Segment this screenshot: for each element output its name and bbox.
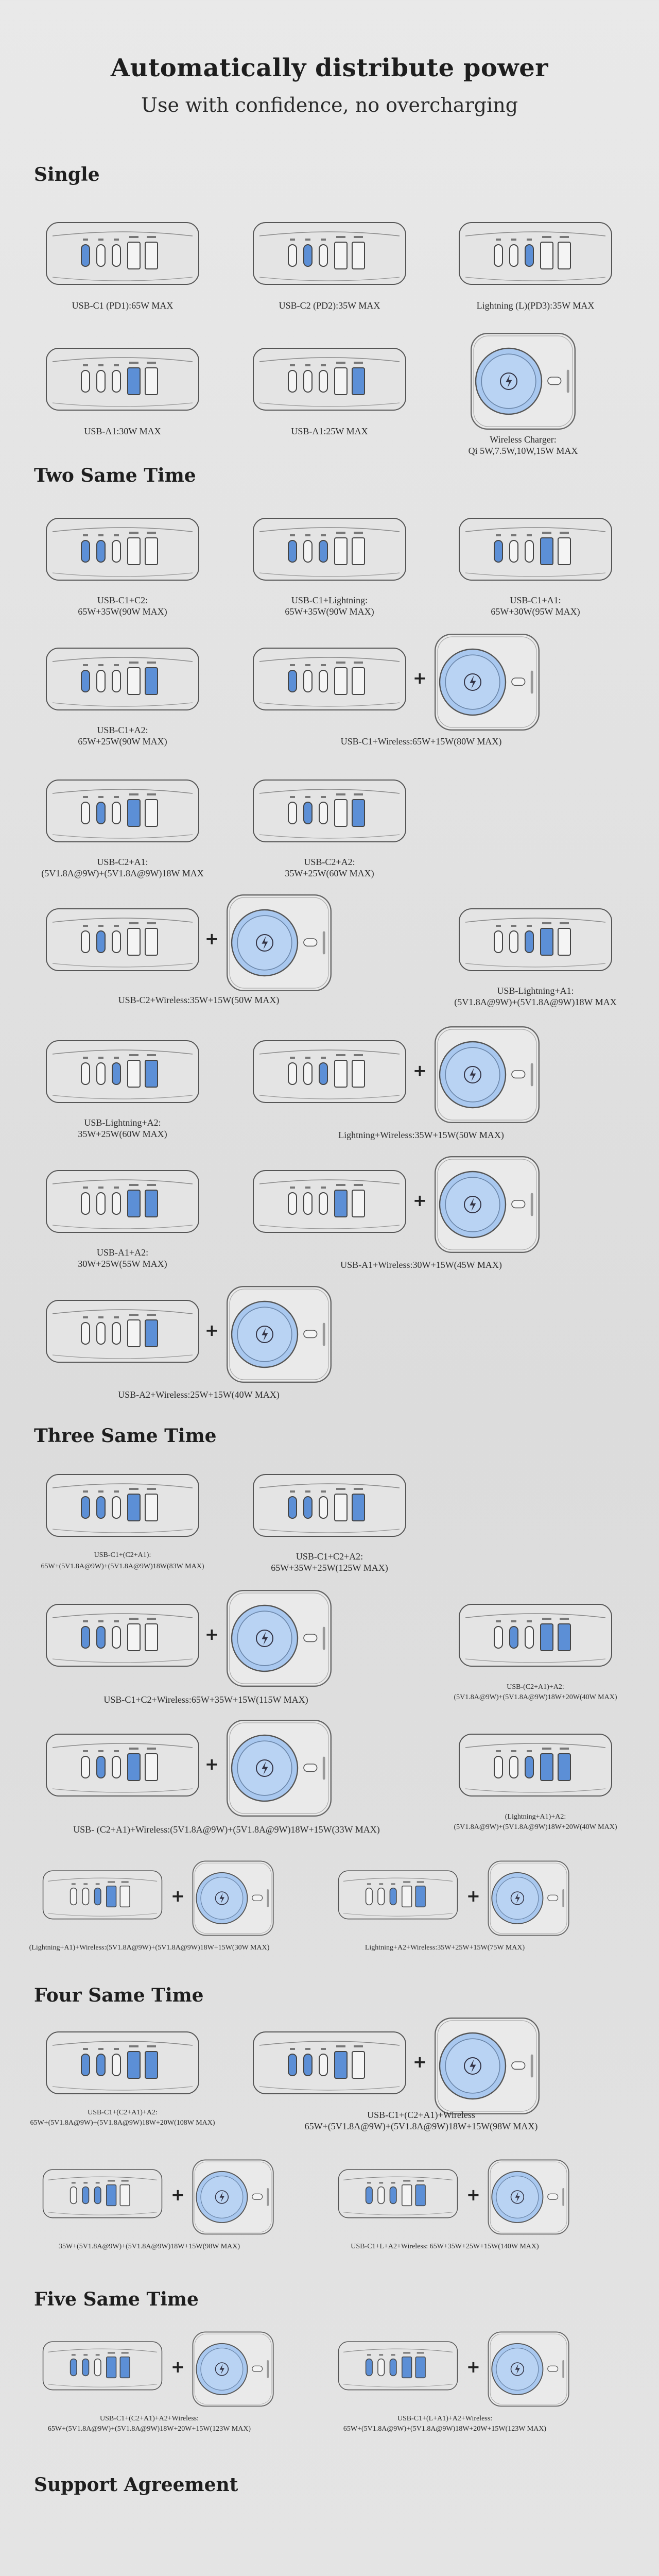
charger-device xyxy=(45,1168,200,1235)
mode-caption: USB-C1+C2+Wireless:65W+35W+15W(115W MAX) xyxy=(103,1694,308,1705)
mode-caption: 35W+25W(60W MAX) xyxy=(285,868,374,878)
port-usb-c2 xyxy=(378,2187,384,2204)
port-usb-c2 xyxy=(510,1626,518,1648)
wireless-charger-device xyxy=(192,2159,274,2235)
port-usb-a1 xyxy=(335,800,347,826)
wireless-charger-device xyxy=(226,1719,333,1818)
charger-device xyxy=(42,1869,163,1921)
charger-device xyxy=(45,2030,200,2097)
mode-caption: 65W+(5V1.8A@9W)+(5V1.8A@9W)18W+20W+15W(123W MAX) xyxy=(343,2425,547,2433)
charger-device xyxy=(45,1298,200,1365)
mode-caption: USB-C1+Lightning: xyxy=(291,595,368,605)
port-lightning xyxy=(112,2054,120,2076)
port-usb-c1 xyxy=(288,670,297,692)
port-usb-a1 xyxy=(128,242,140,269)
port-usb-c2 xyxy=(304,1193,312,1214)
port-lightning xyxy=(390,1888,396,1905)
port-lightning xyxy=(112,370,120,392)
charger-device xyxy=(458,907,613,974)
port-usb-a2 xyxy=(145,928,158,955)
mode-caption: (5V1.8A@9W)+(5V1.8A@9W)18W MAX xyxy=(41,868,204,878)
port-usb-c1 xyxy=(71,2359,77,2376)
mode-caption: USB-C1+C2+A2: xyxy=(296,1551,363,1562)
port-usb-c1 xyxy=(366,2359,372,2376)
port-usb-c2 xyxy=(510,540,518,562)
port-usb-a1 xyxy=(541,928,553,955)
mode-caption: USB-C1+L+A2+Wireless: 65W+35W+25W+15W(140W MAX) xyxy=(351,2243,539,2250)
port-usb-c1 xyxy=(81,245,90,266)
port-lightning xyxy=(94,2187,100,2204)
mode-caption: USB-C1+(C2+A1)+A2: xyxy=(88,2109,158,2116)
port-usb-a1 xyxy=(402,2185,412,2206)
wireless-charger-device xyxy=(226,1589,333,1688)
mode-caption: 65W+(5V1.8A@9W)+(5V1.8A@9W)18W+20W(108W MAX) xyxy=(30,2119,215,2127)
port-lightning xyxy=(112,245,120,266)
port-usb-a2 xyxy=(352,1190,365,1217)
port-usb-c2 xyxy=(97,2054,105,2076)
port-usb-c2 xyxy=(510,931,518,953)
mode-caption: Lightning (L)(PD3):35W MAX xyxy=(476,300,595,311)
mode-caption: (Lightning+A1)+Wireless:(5V1.8A@9W)+(5V1.8A@9W)18W+15W(30W MAX) xyxy=(29,1944,270,1952)
port-usb-a2 xyxy=(558,538,570,565)
port-usb-a2 xyxy=(558,1624,570,1651)
section-title-support: Support Agreement xyxy=(34,2474,238,2496)
page-subtitle: Use with confidence, no overcharging xyxy=(141,94,518,116)
plus-icon: + xyxy=(171,2357,185,2377)
port-usb-c2 xyxy=(97,1756,105,1778)
mode-caption: USB-A1:25W MAX xyxy=(291,426,368,436)
mode-caption: USB-C1+A1: xyxy=(510,595,561,605)
port-usb-c2 xyxy=(97,931,105,953)
charger-device xyxy=(252,1472,407,1539)
port-lightning xyxy=(390,2187,396,2204)
port-usb-c2 xyxy=(378,1888,384,1905)
charger-device xyxy=(42,2340,163,2392)
charger-device xyxy=(338,1869,458,1921)
plus-icon: + xyxy=(413,668,427,688)
port-lightning xyxy=(94,1888,100,1905)
plus-icon: + xyxy=(171,1886,185,1906)
port-usb-a2 xyxy=(145,1624,158,1651)
port-usb-a2 xyxy=(558,928,570,955)
port-usb-c1 xyxy=(81,1323,90,1344)
port-usb-a1 xyxy=(128,1190,140,1217)
port-usb-a1 xyxy=(128,800,140,826)
port-usb-a1 xyxy=(128,1494,140,1521)
mode-caption: Wireless Charger: xyxy=(490,434,557,445)
port-usb-c1 xyxy=(81,540,90,562)
mode-caption: USB-C2+A1: xyxy=(97,857,148,867)
port-usb-c2 xyxy=(97,1626,105,1648)
port-usb-c1 xyxy=(288,2054,297,2076)
port-usb-c1 xyxy=(71,1888,77,1905)
plus-icon: + xyxy=(205,1624,219,1644)
port-usb-a2 xyxy=(352,2052,365,2078)
port-usb-a1 xyxy=(335,2052,347,2078)
mode-caption: USB-C1+(L+A1)+A2+Wireless: xyxy=(397,2415,493,2422)
port-usb-c1 xyxy=(494,931,502,953)
port-usb-c1 xyxy=(81,370,90,392)
mode-caption: USB-C1+A2: xyxy=(97,725,148,735)
port-usb-c2 xyxy=(510,1756,518,1778)
port-usb-c2 xyxy=(304,245,312,266)
port-usb-c1 xyxy=(288,370,297,392)
port-lightning xyxy=(319,1497,327,1518)
port-usb-c1 xyxy=(81,670,90,692)
port-lightning xyxy=(525,1756,533,1778)
port-usb-a2 xyxy=(120,2185,130,2206)
mode-caption: USB-A1:30W MAX xyxy=(84,426,161,436)
port-usb-c2 xyxy=(304,1063,312,1084)
port-usb-a1 xyxy=(402,1886,412,1907)
port-usb-c1 xyxy=(494,1756,502,1778)
port-usb-c2 xyxy=(510,245,518,266)
mode-caption: USB-Lightning+A1: xyxy=(497,986,574,996)
wireless-charger-device xyxy=(192,1860,274,1937)
section-title-two: Two Same Time xyxy=(34,465,196,486)
mode-caption: USB- (C2+A1)+Wireless:(5V1.8A@9W)+(5V1.8A@9W)18W+15W(33W MAX) xyxy=(73,1824,380,1835)
charger-device xyxy=(45,1472,200,1539)
port-usb-a2 xyxy=(352,1060,365,1087)
port-usb-a1 xyxy=(128,1320,140,1347)
port-usb-c2 xyxy=(378,2359,384,2376)
port-usb-a2 xyxy=(145,1320,158,1347)
plus-icon: + xyxy=(205,1320,219,1340)
mode-caption: (5V1.8A@9W)+(5V1.8A@9W)18W+20W(40W MAX) xyxy=(454,1693,617,1701)
wireless-charger-device xyxy=(433,2016,541,2115)
section-title-single: Single xyxy=(34,164,100,185)
mode-caption: 65W+(5V1.8A@9W)+(5V1.8A@9W)18W(83W MAX) xyxy=(41,1563,204,1570)
port-usb-c1 xyxy=(288,1193,297,1214)
port-usb-a1 xyxy=(107,1886,116,1907)
port-usb-a2 xyxy=(415,1886,425,1907)
port-usb-a2 xyxy=(120,2357,130,2378)
wireless-charger-device xyxy=(487,1860,570,1937)
port-usb-a1 xyxy=(335,1060,347,1087)
port-usb-a2 xyxy=(145,1190,158,1217)
port-usb-c2 xyxy=(82,2359,89,2376)
mode-caption: USB-C1+Wireless:65W+15W(80W MAX) xyxy=(340,736,502,747)
charger-device xyxy=(338,2168,458,2220)
port-usb-a1 xyxy=(335,668,347,694)
port-usb-c2 xyxy=(97,670,105,692)
plus-icon: + xyxy=(413,1191,427,1210)
charger-device xyxy=(252,2030,407,2097)
port-usb-c2 xyxy=(97,540,105,562)
mode-caption: (Lightning+A1)+A2: xyxy=(505,1813,566,1821)
port-usb-c2 xyxy=(97,1497,105,1518)
charger-device xyxy=(252,1168,407,1235)
port-usb-a1 xyxy=(128,368,140,395)
port-usb-c1 xyxy=(288,1497,297,1518)
mode-caption: USB-Lightning+A2: xyxy=(84,1117,161,1128)
mode-caption: 30W+25W(55W MAX) xyxy=(78,1259,167,1269)
plus-icon: + xyxy=(205,929,219,948)
port-usb-a2 xyxy=(352,242,365,269)
mode-caption: 65W+35W(90W MAX) xyxy=(78,606,167,617)
mode-caption: USB-C2+A2: xyxy=(304,857,355,867)
port-lightning xyxy=(112,1756,120,1778)
port-lightning xyxy=(319,2054,327,2076)
port-lightning xyxy=(525,1626,533,1648)
port-usb-a2 xyxy=(352,368,365,395)
mode-caption: 65W+30W(95W MAX) xyxy=(491,606,580,617)
charger-device xyxy=(252,221,407,287)
port-usb-a2 xyxy=(145,1060,158,1087)
port-usb-a1 xyxy=(128,2052,140,2078)
port-usb-a1 xyxy=(107,2185,116,2206)
section-title-four: Four Same Time xyxy=(34,1985,204,2006)
port-usb-a1 xyxy=(128,538,140,565)
charger-device xyxy=(252,1039,407,1106)
charger-device xyxy=(458,221,613,287)
charger-device xyxy=(252,516,407,583)
plus-icon: + xyxy=(466,2185,480,2205)
port-usb-c1 xyxy=(288,1063,297,1084)
port-usb-a2 xyxy=(145,1754,158,1781)
mode-caption: USB-C1+C2: xyxy=(97,595,148,605)
plus-icon: + xyxy=(171,2185,185,2205)
port-lightning xyxy=(112,670,120,692)
port-usb-a1 xyxy=(128,928,140,955)
port-usb-a1 xyxy=(128,668,140,694)
section-title-three: Three Same Time xyxy=(34,1425,217,1447)
port-lightning xyxy=(319,670,327,692)
port-usb-c2 xyxy=(82,2187,89,2204)
port-usb-c2 xyxy=(97,370,105,392)
plus-icon: + xyxy=(413,1061,427,1080)
port-usb-c1 xyxy=(81,1193,90,1214)
mode-caption: 65W+35W(90W MAX) xyxy=(285,606,374,617)
page-title: Automatically distribute power xyxy=(110,54,549,82)
plus-icon: + xyxy=(205,1754,219,1774)
port-usb-c1 xyxy=(288,540,297,562)
port-lightning xyxy=(319,1063,327,1084)
port-usb-c2 xyxy=(97,802,105,824)
mode-caption: USB-C1+(C2+A1)+Wireless xyxy=(367,2110,475,2120)
port-usb-c2 xyxy=(304,1497,312,1518)
port-usb-c2 xyxy=(304,670,312,692)
mode-caption: USB-A2+Wireless:25W+15W(40W MAX) xyxy=(118,1389,280,1400)
wireless-charger-device xyxy=(192,2331,274,2408)
mode-caption: 65W+(5V1.8A@9W)+(5V1.8A@9W)18W+20W+15W(123W MAX) xyxy=(47,2425,251,2433)
port-usb-a1 xyxy=(541,242,553,269)
mode-caption: USB-C2 (PD2):35W MAX xyxy=(279,300,380,311)
port-lightning xyxy=(525,540,533,562)
port-usb-c1 xyxy=(366,1888,372,1905)
port-usb-a2 xyxy=(558,1754,570,1781)
charger-device xyxy=(458,1602,613,1669)
wireless-charger-device xyxy=(433,1025,541,1124)
plus-icon: + xyxy=(466,1886,480,1906)
port-usb-a2 xyxy=(415,2185,425,2206)
port-usb-a1 xyxy=(541,538,553,565)
charger-device xyxy=(42,2168,163,2220)
wireless-charger-device xyxy=(487,2331,570,2408)
port-lightning xyxy=(112,1193,120,1214)
mode-caption: USB-(C2+A1)+A2: xyxy=(507,1683,564,1691)
wireless-charger-device xyxy=(487,2159,570,2235)
port-usb-a1 xyxy=(335,1494,347,1521)
charger-device xyxy=(45,1732,200,1799)
port-lightning xyxy=(390,2359,396,2376)
mode-caption: USB-C2+Wireless:35W+15W(50W MAX) xyxy=(118,995,280,1005)
port-usb-a2 xyxy=(352,538,365,565)
port-lightning xyxy=(112,1497,120,1518)
port-usb-c1 xyxy=(494,1626,502,1648)
mode-caption: (5V1.8A@9W)+(5V1.8A@9W)18W MAX xyxy=(454,997,617,1007)
port-usb-c1 xyxy=(81,802,90,824)
section-title-five: Five Same Time xyxy=(34,2289,199,2310)
port-usb-c1 xyxy=(81,2054,90,2076)
port-usb-a2 xyxy=(120,1886,130,1907)
port-usb-c2 xyxy=(304,2054,312,2076)
port-usb-c1 xyxy=(366,2187,372,2204)
port-usb-a1 xyxy=(541,1624,553,1651)
mode-caption: Qi 5W,7.5W,10W,15W MAX xyxy=(468,446,578,456)
charger-device xyxy=(45,778,200,845)
port-lightning xyxy=(319,802,327,824)
mode-caption: Lightning+Wireless:35W+15W(50W MAX) xyxy=(338,1130,504,1140)
wireless-charger-device xyxy=(226,1285,333,1384)
port-usb-a1 xyxy=(128,1060,140,1087)
port-usb-c1 xyxy=(494,245,502,266)
port-usb-c1 xyxy=(81,931,90,953)
port-usb-a1 xyxy=(128,1624,140,1651)
mode-caption: USB-C1+(C2+A1): xyxy=(94,1551,151,1559)
mode-caption: USB-A1+A2: xyxy=(96,1247,149,1258)
charger-device xyxy=(45,221,200,287)
port-usb-c2 xyxy=(97,1193,105,1214)
mode-caption: Lightning+A2+Wireless:35W+25W+15W(75W MAX) xyxy=(365,1944,525,1952)
port-usb-a2 xyxy=(145,538,158,565)
charger-device xyxy=(45,346,200,413)
port-usb-a2 xyxy=(352,1494,365,1521)
mode-caption: 35W+25W(60W MAX) xyxy=(78,1129,167,1139)
charger-device xyxy=(45,646,200,713)
port-lightning xyxy=(94,2359,100,2376)
port-usb-c1 xyxy=(288,802,297,824)
wireless-charger-device xyxy=(470,332,577,431)
wireless-charger-device xyxy=(433,633,541,732)
port-lightning xyxy=(525,931,533,953)
port-lightning xyxy=(112,540,120,562)
port-usb-a1 xyxy=(335,538,347,565)
mode-caption: (5V1.8A@9W)+(5V1.8A@9W)18W+20W(40W MAX) xyxy=(454,1823,617,1831)
port-usb-a1 xyxy=(335,1190,347,1217)
mode-caption: USB-C1 (PD1):65W MAX xyxy=(72,300,174,311)
wireless-charger-device xyxy=(226,893,333,992)
charger-device xyxy=(458,516,613,583)
plus-icon: + xyxy=(413,2052,427,2072)
port-usb-a2 xyxy=(145,368,158,395)
mode-caption: USB-C1+(C2+A1)+A2+Wireless: xyxy=(99,2415,199,2422)
port-usb-a2 xyxy=(558,242,570,269)
port-usb-c2 xyxy=(97,1063,105,1084)
port-usb-c2 xyxy=(304,370,312,392)
port-usb-c2 xyxy=(82,1888,89,1905)
port-usb-a1 xyxy=(335,368,347,395)
port-lightning xyxy=(319,1193,327,1214)
port-lightning xyxy=(319,245,327,266)
port-usb-a2 xyxy=(145,242,158,269)
port-usb-c1 xyxy=(81,1497,90,1518)
port-lightning xyxy=(112,1626,120,1648)
port-usb-c2 xyxy=(97,1323,105,1344)
port-usb-a1 xyxy=(541,1754,553,1781)
charger-device xyxy=(338,2340,458,2392)
port-usb-a2 xyxy=(415,2357,425,2378)
port-usb-c1 xyxy=(81,1626,90,1648)
port-usb-c1 xyxy=(81,1063,90,1084)
port-lightning xyxy=(525,245,533,266)
port-usb-a1 xyxy=(402,2357,412,2378)
port-usb-a1 xyxy=(128,1754,140,1781)
port-usb-a2 xyxy=(352,800,365,826)
port-lightning xyxy=(112,931,120,953)
port-usb-a2 xyxy=(145,668,158,694)
port-usb-a1 xyxy=(107,2357,116,2378)
charger-device xyxy=(252,778,407,845)
mode-caption: USB-A1+Wireless:30W+15W(45W MAX) xyxy=(340,1260,502,1270)
mode-caption: 65W+(5V1.8A@9W)+(5V1.8A@9W)18W+15W(98W MAX) xyxy=(304,2121,538,2131)
plus-icon: + xyxy=(466,2357,480,2377)
port-usb-c2 xyxy=(304,802,312,824)
charger-device xyxy=(252,646,407,713)
port-usb-a2 xyxy=(145,2052,158,2078)
port-usb-c1 xyxy=(494,540,502,562)
port-lightning xyxy=(112,1323,120,1344)
port-usb-a2 xyxy=(145,1494,158,1521)
charger-device xyxy=(45,1602,200,1669)
port-usb-c1 xyxy=(71,2187,77,2204)
mode-caption: 35W+(5V1.8A@9W)+(5V1.8A@9W)18W+15W(98W MAX) xyxy=(58,2243,240,2250)
port-lightning xyxy=(112,802,120,824)
port-lightning xyxy=(112,1063,120,1084)
port-usb-a2 xyxy=(352,668,365,694)
port-usb-a1 xyxy=(335,242,347,269)
port-lightning xyxy=(319,370,327,392)
port-usb-c2 xyxy=(304,540,312,562)
mode-caption: 65W+25W(90W MAX) xyxy=(78,736,167,747)
mode-caption: 65W+35W+25W(125W MAX) xyxy=(271,1563,388,1573)
charger-device xyxy=(45,1039,200,1106)
port-usb-c1 xyxy=(81,1756,90,1778)
charger-device xyxy=(45,516,200,583)
wireless-charger-device xyxy=(433,1155,541,1254)
port-lightning xyxy=(319,540,327,562)
port-usb-c2 xyxy=(97,245,105,266)
port-usb-c1 xyxy=(288,245,297,266)
port-usb-a2 xyxy=(145,800,158,826)
charger-device xyxy=(458,1732,613,1799)
charger-device xyxy=(252,346,407,413)
charger-device xyxy=(45,907,200,974)
